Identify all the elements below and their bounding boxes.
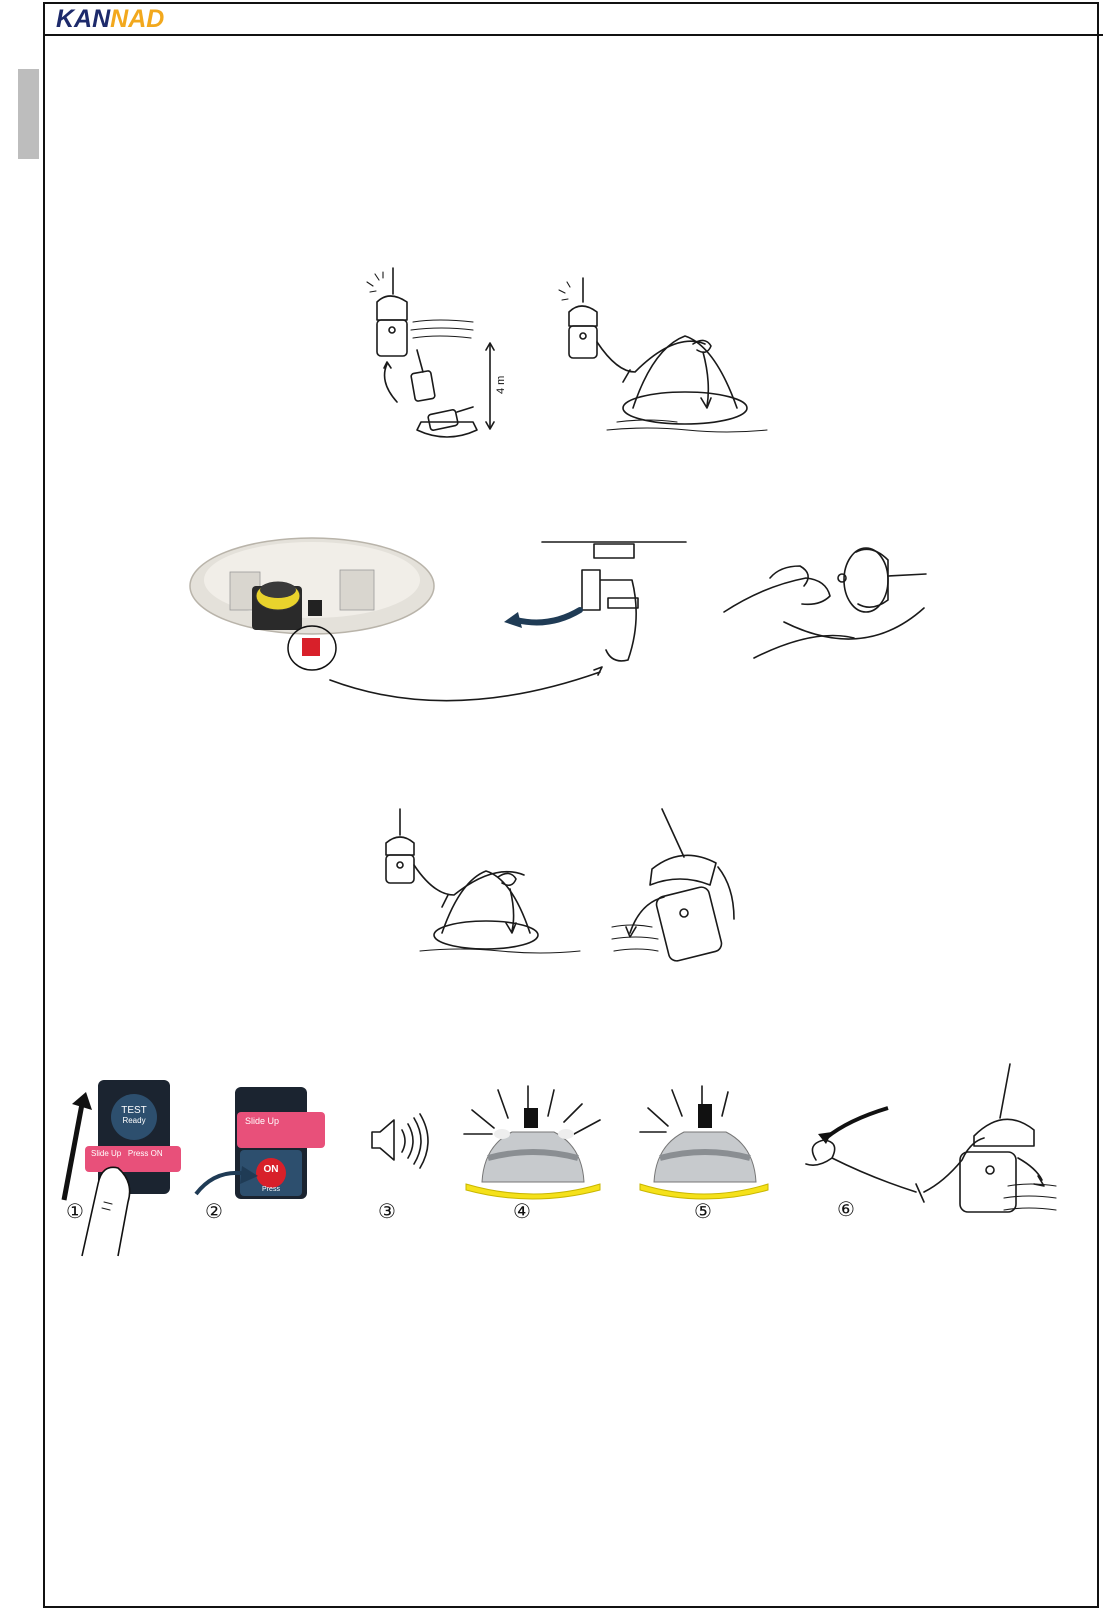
speaker-icon — [368, 1110, 428, 1172]
liferaft-icon — [420, 871, 580, 953]
step-number-2: ② — [205, 1199, 223, 1223]
bracket-release-illustration — [190, 530, 940, 710]
step-number-3: ③ — [378, 1199, 396, 1223]
step-number-1: ① — [66, 1199, 84, 1223]
hydrostatic-release-icon — [504, 542, 686, 661]
depth-arrow — [486, 343, 507, 429]
step-number-6: ⑥ — [837, 1197, 855, 1221]
liferaft-icon — [607, 336, 767, 432]
beacon-tethered-icon — [559, 278, 705, 382]
beacon-surface-icon — [367, 268, 473, 356]
beacon-tethered-icon — [386, 809, 524, 907]
step-number-4: ④ — [513, 1199, 531, 1223]
header-rule — [43, 34, 1103, 36]
kannad-logo: KANNAD — [56, 5, 165, 33]
safety-strip-lifted: Slide Up — [237, 1112, 325, 1148]
safety-strip: Slide Up Press ON — [85, 1146, 181, 1172]
finger-slide-illustration — [60, 1090, 150, 1260]
beacon-strobe-icon — [458, 1082, 608, 1202]
step-number-5: ⑤ — [694, 1199, 712, 1223]
svg-text:4 m: 4 m — [495, 375, 507, 394]
release-clip-icon — [302, 638, 320, 656]
beacon-in-water-icon — [612, 809, 734, 963]
sinking-vessel-icon — [417, 407, 477, 437]
step-numbers — [0, 1194, 1106, 1228]
hand-on-beacon-icon — [724, 548, 926, 658]
chapter-tab — [18, 69, 39, 159]
on-button-caption: Press — [262, 1186, 280, 1193]
beacon-strobe-icon-2 — [636, 1082, 776, 1202]
test-button: TEST Ready — [111, 1094, 157, 1140]
on-button: ON — [256, 1158, 286, 1188]
bracket-housing-photo — [190, 538, 602, 701]
beacon-rising-icon — [384, 350, 435, 402]
deploy-beacon-illustration — [380, 805, 760, 970]
slide-up-arrow-icon — [64, 1104, 82, 1200]
float-free-illustration — [355, 262, 785, 452]
